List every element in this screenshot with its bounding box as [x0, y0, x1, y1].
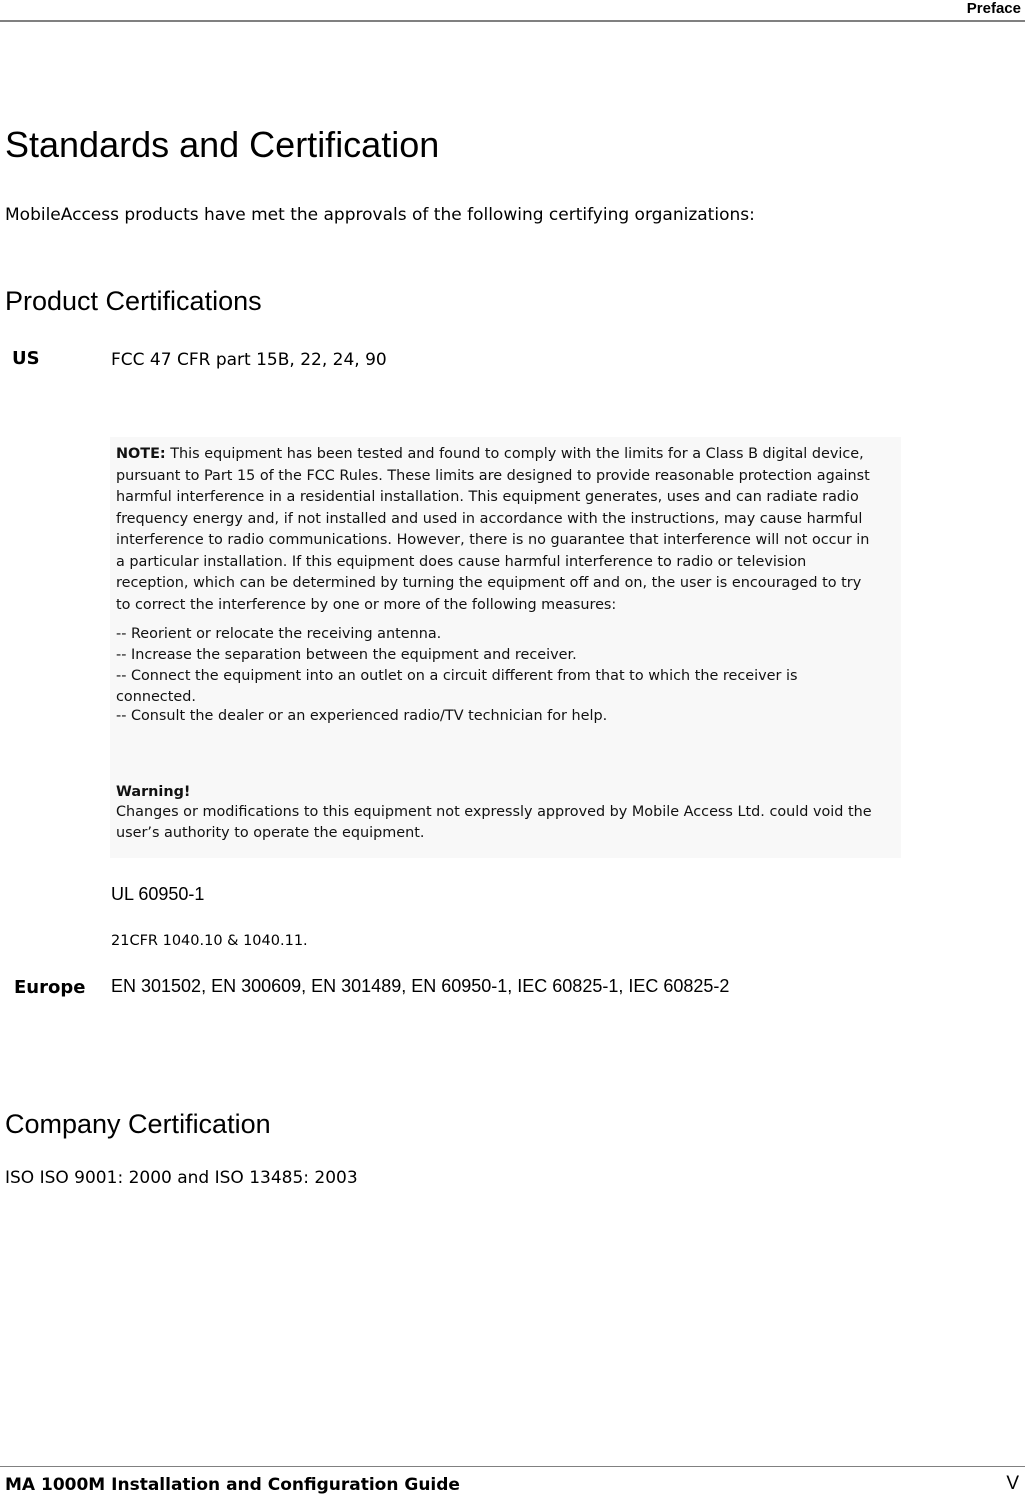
intro-paragraph: MobileAccess products have met the approvals of the following certifying organizations: [5, 205, 755, 225]
notice-measure: -- Connect the equipment into an outlet on a circuit different from that to which the receiver is [116, 668, 798, 684]
region-label-us: US [12, 348, 40, 369]
us-fcc-standard: FCC 47 CFR part 15B, 22, 24, 90 [111, 350, 387, 370]
header-divider [0, 20, 1025, 22]
company-certification-text: ISO ISO 9001: 2000 and ISO 13485: 2003 [5, 1168, 358, 1188]
company-certification-heading: Company Certification [5, 1109, 271, 1139]
notice-line: reception, which can be determined by turning the equipment off and on, the user is encouraged to try [116, 575, 862, 591]
notice-note-label: NOTE: [116, 446, 166, 462]
us-ul-standard: UL 60950-1 [111, 884, 205, 904]
notice-warning-label: Warning! [116, 784, 191, 800]
running-header: Preface [966, 0, 1021, 17]
notice-warning-line: user’s authority to operate the equipment. [116, 825, 425, 841]
us-cfr-standard: 21CFR 1040.10 & 1040.11. [111, 933, 308, 949]
notice-measure: -- Consult the dealer or an experienced radio/TV technician for help. [116, 708, 608, 724]
notice-measure: connected. [116, 689, 196, 705]
notice-line: a particular installation. If this equipment does cause harmful interference to radio or television [116, 553, 807, 570]
notice-line: frequency energy and, if not installed and used in accordance with the instructions, may cause harmful [116, 510, 863, 527]
notice-line: pursuant to Part 15 of the FCC Rules. These limits are designed to provide reasonable protection against [116, 467, 870, 484]
notice-line: to correct the interference by one or more of the following measures: [116, 596, 617, 613]
europe-standards: EN 301502, EN 300609, EN 301489, EN 60950-1, IEC 60825-1, IEC 60825-2 [111, 976, 730, 996]
notice-measure: -- Reorient or relocate the receiving antenna. [116, 626, 442, 642]
product-certifications-heading: Product Certifications [5, 286, 262, 316]
page-title: Standards and Certification [5, 124, 440, 165]
region-label-europe: Europe [14, 977, 86, 998]
notice-line: interference to radio communications. However, there is no guarantee that interference will not occur in [116, 532, 870, 548]
notice-measure: -- Increase the separation between the equipment and receiver. [116, 647, 577, 663]
footer-guide-title: MA 1000M Installation and Configuration Guide [5, 1475, 460, 1495]
notice-warning-line: Changes or modifications to this equipment not expressly approved by Mobile Access Ltd. could void the [116, 804, 872, 820]
footer-page-number: V [1006, 1473, 1019, 1494]
notice-line: harmful interference in a residential installation. This equipment generates, uses and can radiate radio [116, 489, 859, 505]
footer-divider [0, 1466, 1025, 1467]
notice-line: NOTE: This equipment has been tested and found to comply with the limits for a Class B digital device, [116, 446, 864, 462]
